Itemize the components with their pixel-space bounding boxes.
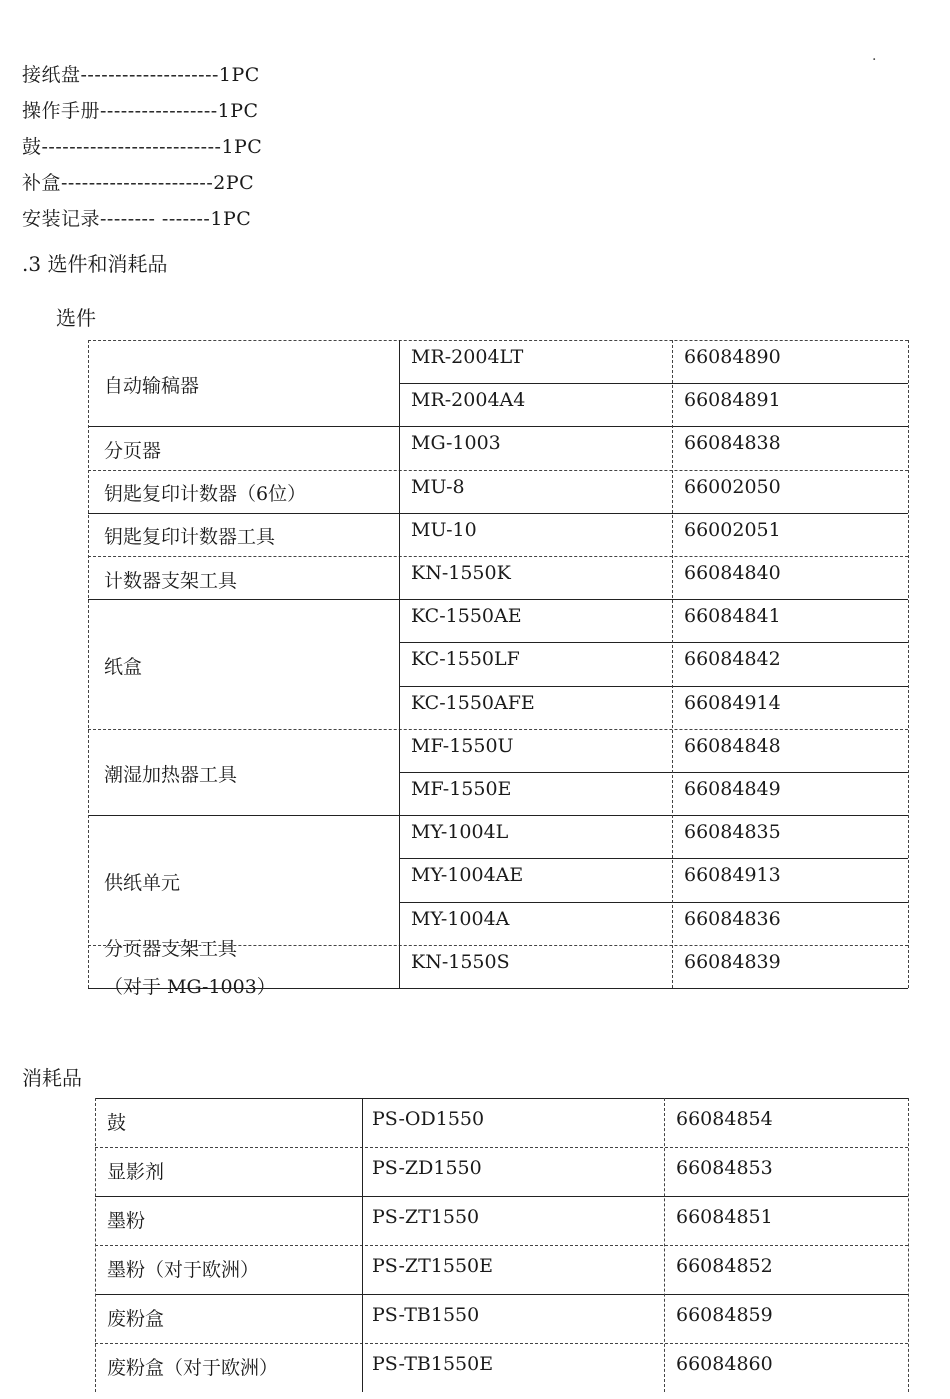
table-rule <box>399 858 908 859</box>
consumable-code: 66084860 <box>676 1353 773 1375</box>
option-code: 66084842 <box>684 648 781 671</box>
consumable-code: 66084851 <box>676 1206 773 1228</box>
consumable-model: PS-OD1550 <box>372 1108 485 1130</box>
table-rule <box>88 556 908 557</box>
option-model: MF-1550E <box>411 778 512 800</box>
option-code: 66002050 <box>684 475 781 498</box>
option-code: 66084838 <box>684 432 781 455</box>
table-column-rule <box>664 1098 665 1392</box>
package-item <box>22 96 259 123</box>
consumable-model: PS-TB1550 <box>372 1304 480 1326</box>
consumable-name: 显影剂 <box>107 1161 165 1183</box>
option-model: KN-1550S <box>411 950 510 973</box>
option-code: 66084849 <box>684 778 781 800</box>
package-item-dots: -------- ------- <box>100 208 211 230</box>
option-model: MR-2004A4 <box>411 389 526 412</box>
table-column-rule <box>399 340 400 988</box>
table-rule <box>88 988 908 989</box>
option-model: MU-10 <box>411 518 477 541</box>
package-item-name: 安装记录 <box>22 208 101 230</box>
consumable-code: 66084859 <box>676 1304 773 1326</box>
option-model: MY-1004A <box>411 907 510 930</box>
option-name: 自动输稿器 <box>104 375 200 398</box>
consumable-name: 鼓 <box>107 1112 127 1134</box>
package-item-dots: ---------------------- <box>61 172 214 194</box>
consumable-name: 墨粉 <box>107 1210 146 1232</box>
table-rule <box>88 945 908 946</box>
option-name: 钥匙复印计数器工具 <box>104 526 276 549</box>
table-rule <box>399 383 908 384</box>
package-item-dots: -------------------- <box>80 64 219 86</box>
option-name: 钥匙复印计数器（6位） <box>104 483 307 506</box>
option-model: MU-8 <box>411 475 465 498</box>
option-model: KC-1550AFE <box>411 691 535 714</box>
consumable-code: 66084854 <box>676 1108 773 1130</box>
option-code: 66084841 <box>684 605 781 628</box>
option-name: 供纸单元 <box>104 872 181 894</box>
option-model: MR-2004LT <box>411 346 524 368</box>
option-code: 66084890 <box>684 346 781 368</box>
package-item <box>22 132 262 159</box>
table-rule <box>88 340 908 341</box>
table-rule <box>95 1196 908 1197</box>
consumables-label: 消耗品 <box>22 1066 82 1090</box>
option-name: 分页器 <box>104 440 162 462</box>
options-label: 选件 <box>56 306 96 330</box>
option-code: 66084913 <box>684 864 781 887</box>
option-code: 66084840 <box>684 562 781 584</box>
package-item-qty: 1PC <box>218 64 260 86</box>
consumable-code: 66084853 <box>676 1157 773 1179</box>
package-item-qty: 1PC <box>210 208 252 230</box>
table-rule <box>88 426 908 427</box>
table-rule <box>399 902 908 903</box>
consumable-model: PS-ZT1550E <box>372 1255 494 1277</box>
consumable-name: 墨粉（对于欧洲） <box>107 1259 260 1281</box>
option-model: MG-1003 <box>411 432 501 455</box>
package-item <box>22 60 260 87</box>
consumable-name: 废粉盒（对于欧洲） <box>107 1357 279 1379</box>
table-column-rule <box>908 340 909 988</box>
section-heading: .3 选件和消耗品 <box>22 252 168 276</box>
package-item-dots: ----------------- <box>100 100 218 122</box>
table-rule <box>399 686 908 687</box>
option-name: （对于 MG-1003） <box>104 976 276 999</box>
table-rule <box>95 1343 908 1344</box>
option-name: 潮湿加热器工具 <box>104 764 238 786</box>
option-model: KC-1550LF <box>411 648 520 671</box>
table-rule <box>399 772 908 773</box>
package-item-dots: -------------------------- <box>41 136 222 158</box>
package-item-qty: 1PC <box>221 136 263 158</box>
package-item <box>22 168 254 195</box>
consumable-model: PS-TB1550E <box>372 1353 494 1375</box>
option-code: 66084836 <box>684 907 781 930</box>
option-code: 66084839 <box>684 950 781 973</box>
package-item-name: 补盒 <box>22 172 62 194</box>
option-code: 66084891 <box>684 389 781 412</box>
table-column-rule <box>908 1098 909 1392</box>
option-model: MY-1004AE <box>411 864 524 887</box>
option-name: 计数器支架工具 <box>104 569 238 592</box>
consumable-model: PS-ZT1550 <box>372 1206 480 1228</box>
package-item-name: 鼓 <box>22 136 42 158</box>
option-name: 纸盒 <box>104 656 143 678</box>
table-rule <box>95 1245 908 1246</box>
option-code: 66002051 <box>684 518 781 541</box>
table-rule <box>399 642 908 643</box>
consumable-name: 废粉盒 <box>107 1308 165 1330</box>
package-item-qty: 1PC <box>217 100 259 122</box>
option-model: MY-1004L <box>411 821 509 844</box>
table-rule <box>88 513 908 514</box>
package-item-name: 操作手册 <box>22 100 101 122</box>
scan-speck: · <box>872 52 877 68</box>
table-column-rule <box>88 340 89 988</box>
option-code: 66084848 <box>684 734 781 757</box>
consumable-model: PS-ZD1550 <box>372 1157 482 1179</box>
package-item-name: 接纸盘 <box>22 64 81 86</box>
table-rule <box>88 815 908 816</box>
option-model: KC-1550AE <box>411 605 522 628</box>
option-code: 66084835 <box>684 821 781 844</box>
table-rule <box>88 599 908 600</box>
table-column-rule <box>672 340 673 988</box>
option-model: KN-1550K <box>411 562 511 584</box>
consumable-code: 66084852 <box>676 1255 773 1277</box>
package-item-qty: 2PC <box>213 172 255 194</box>
table-rule <box>88 470 908 471</box>
package-item <box>22 204 251 231</box>
option-name: 分页器支架工具 <box>104 938 238 961</box>
table-rule <box>95 1147 908 1148</box>
table-column-rule <box>362 1098 363 1392</box>
option-model: MF-1550U <box>411 734 514 757</box>
option-code: 66084914 <box>684 691 781 714</box>
table-rule <box>95 1294 908 1295</box>
table-rule <box>88 729 908 730</box>
table-column-rule <box>95 1098 96 1392</box>
table-rule <box>95 1098 908 1099</box>
